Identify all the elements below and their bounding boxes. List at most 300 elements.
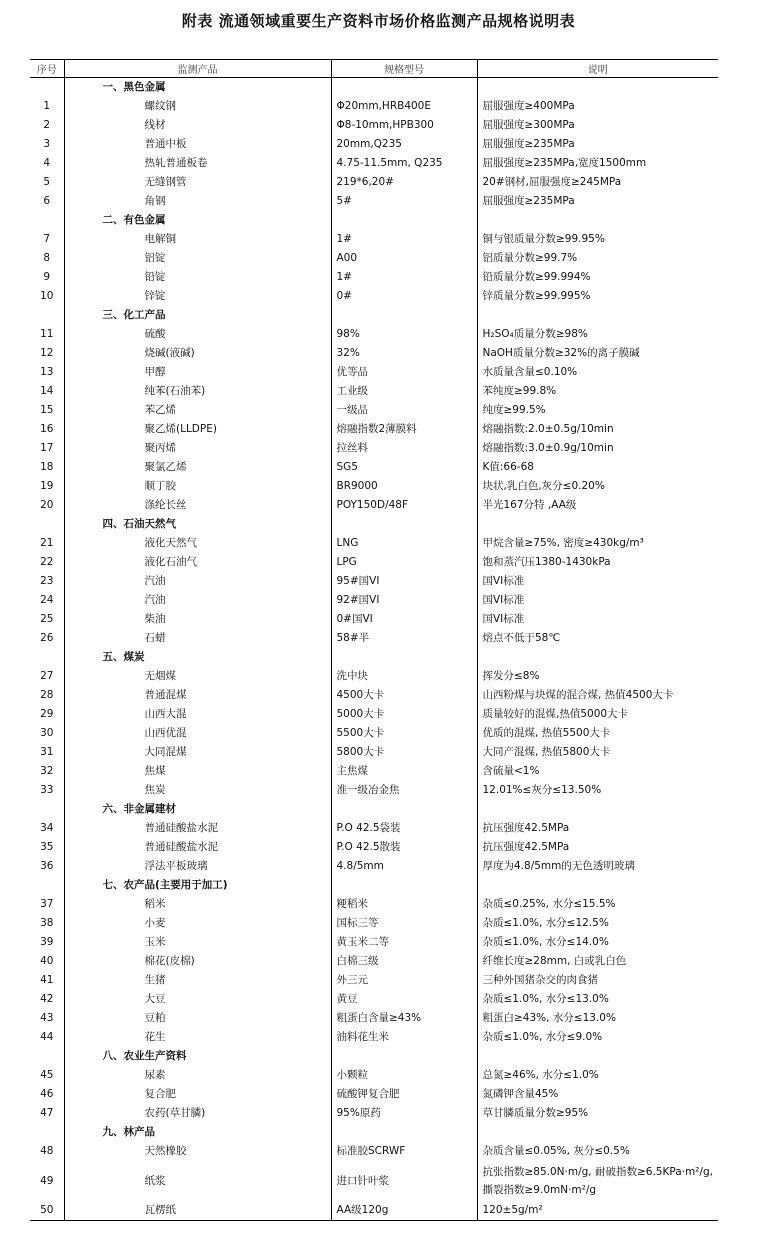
description: 铝质量分数≥99.7% xyxy=(477,249,718,268)
table-row xyxy=(30,705,718,724)
product-name: 柴油 xyxy=(64,610,331,629)
row-number: 28 xyxy=(40,689,54,701)
description: 熔融指数:2.0±0.5g/10min xyxy=(477,420,718,439)
spec-model: 1# xyxy=(331,230,477,249)
spec-model: 5800大卡 xyxy=(331,743,477,762)
product-name: 农药(草甘膦) xyxy=(64,1104,331,1123)
product-name: 甲醇 xyxy=(64,363,331,382)
row-number: 8 xyxy=(43,252,51,264)
spec-model: 4.8/5mm xyxy=(331,857,477,876)
spec-model: Φ8-10mm,HPB300 xyxy=(331,116,477,135)
row-number: 40 xyxy=(40,955,54,967)
spec-model: 拉丝料 xyxy=(331,439,477,458)
row-number: 17 xyxy=(40,442,54,454)
row-number: 15 xyxy=(40,404,54,416)
row-number: 30 xyxy=(40,727,54,739)
row-number: 29 xyxy=(40,708,54,720)
product-name: 普通硅酸盐水泥 xyxy=(64,838,331,857)
table-row xyxy=(30,173,718,192)
table-row xyxy=(30,1104,718,1123)
category-spec-cell xyxy=(331,648,477,667)
description: 屈服强度≥235MPa,宽度1500mm xyxy=(477,154,718,173)
description: 质量较好的混煤,热值5000大卡 xyxy=(477,705,718,724)
table-row xyxy=(30,914,718,933)
table-row xyxy=(30,1142,718,1161)
product-name: 苯乙烯 xyxy=(64,401,331,420)
spec-model: 219*6,20# xyxy=(331,173,477,192)
spec-model: 32% xyxy=(331,344,477,363)
category-row xyxy=(30,78,718,98)
category-name: 三、化工产品 xyxy=(64,306,331,325)
table-row xyxy=(30,496,718,515)
header-product: 监测产品 xyxy=(64,60,331,78)
spec-model: 一级品 xyxy=(331,401,477,420)
category-number-cell xyxy=(30,876,64,895)
spec-model: LNG xyxy=(331,534,477,553)
description: 锌质量分数≥99.995% xyxy=(477,287,718,306)
product-name: 山西优混 xyxy=(64,724,331,743)
table-row xyxy=(30,401,718,420)
description: H₂SO₄质量分数≥98% xyxy=(477,325,718,344)
description: 屈服强度≥300MPa xyxy=(477,116,718,135)
product-name: 涤纶长丝 xyxy=(64,496,331,515)
description: 优质的混煤, 热值5500大卡 xyxy=(477,724,718,743)
product-name: 热轧普通板卷 xyxy=(64,154,331,173)
table-row xyxy=(30,762,718,781)
description: 屈服强度≥235MPa xyxy=(477,192,718,211)
row-number: 38 xyxy=(40,917,54,929)
spec-model: 58#半 xyxy=(331,629,477,648)
spec-model: 92#国VI xyxy=(331,591,477,610)
spec-model: 外三元 xyxy=(331,971,477,990)
row-number: 49 xyxy=(40,1175,54,1187)
table-row xyxy=(30,325,718,344)
description: 水质量含量≤0.10% xyxy=(477,363,718,382)
row-number: 37 xyxy=(40,898,54,910)
description: 挥发分≤8% xyxy=(477,667,718,686)
product-name: 角钢 xyxy=(64,192,331,211)
table-row xyxy=(30,686,718,705)
description: 厚度为4.8/5mm的无色透明玻璃 xyxy=(477,857,718,876)
description: 20#钢材,屈服强度≥245MPa xyxy=(477,173,718,192)
description: 总氮≥46%, 水分≤1.0% xyxy=(477,1066,718,1085)
product-name: 聚乙烯(LLDPE) xyxy=(64,420,331,439)
category-number-cell xyxy=(30,1047,64,1066)
table-row xyxy=(30,572,718,591)
category-row xyxy=(30,306,718,325)
row-number: 6 xyxy=(43,195,51,207)
table-row xyxy=(30,154,718,173)
spec-model: AA级120g xyxy=(331,1201,477,1221)
category-name: 一、黑色金属 xyxy=(64,78,331,98)
spec-model: 小颗粒 xyxy=(331,1066,477,1085)
table-row xyxy=(30,553,718,572)
product-name: 铅锭 xyxy=(64,268,331,287)
product-name: 聚丙烯 xyxy=(64,439,331,458)
table-row xyxy=(30,477,718,496)
row-number: 20 xyxy=(40,499,54,511)
category-row xyxy=(30,1047,718,1066)
row-number: 23 xyxy=(40,575,54,587)
product-name: 花生 xyxy=(64,1028,331,1047)
category-number-cell xyxy=(30,211,64,230)
category-row xyxy=(30,515,718,534)
description: 杂质含量≤0.05%, 灰分≤0.5% xyxy=(477,1142,718,1161)
table-row xyxy=(30,268,718,287)
spec-model: 标准胶SCRWF xyxy=(331,1142,477,1161)
product-name: 纯苯(石油苯) xyxy=(64,382,331,401)
spec-model: 黄豆 xyxy=(331,990,477,1009)
table-row xyxy=(30,629,718,648)
category-spec-cell xyxy=(331,1047,477,1066)
row-number: 34 xyxy=(40,822,54,834)
product-name: 线材 xyxy=(64,116,331,135)
description: 熔融指数:3.0±0.9g/10min xyxy=(477,439,718,458)
description: 铜与银质量分数≥99.95% xyxy=(477,230,718,249)
product-name: 普通硅酸盐水泥 xyxy=(64,819,331,838)
table-row xyxy=(30,344,718,363)
description: NaOH质量分数≥32%的离子膜碱 xyxy=(477,344,718,363)
row-number: 27 xyxy=(40,670,54,682)
spec-model: P.O 42.5散装 xyxy=(331,838,477,857)
category-row xyxy=(30,1123,718,1142)
spec-table xyxy=(30,59,718,1221)
table-row xyxy=(30,363,718,382)
category-spec-cell xyxy=(331,306,477,325)
row-number: 11 xyxy=(40,328,54,340)
product-name: 纸浆 xyxy=(64,1161,331,1201)
category-spec-cell xyxy=(331,876,477,895)
table-row xyxy=(30,1085,718,1104)
spec-model: 4.75-11.5mm, Q235 xyxy=(331,154,477,173)
table-row xyxy=(30,439,718,458)
category-spec-cell xyxy=(331,78,477,98)
table-row xyxy=(30,781,718,800)
product-name: 顺丁胶 xyxy=(64,477,331,496)
description: 12.01%≤灰分≤13.50% xyxy=(477,781,718,800)
description: 杂质≤1.0%, 水分≤12.5% xyxy=(477,914,718,933)
table-row xyxy=(30,135,718,154)
product-name: 稻米 xyxy=(64,895,331,914)
row-number: 9 xyxy=(43,271,51,283)
row-number: 21 xyxy=(40,537,54,549)
row-number: 5 xyxy=(43,176,51,188)
table-row xyxy=(30,990,718,1009)
description: 铅质量分数≥99.994% xyxy=(477,268,718,287)
spec-model: 国标三等 xyxy=(331,914,477,933)
category-number-cell xyxy=(30,1123,64,1142)
product-name: 螺纹钢 xyxy=(64,97,331,116)
row-number: 12 xyxy=(40,347,54,359)
category-row xyxy=(30,800,718,819)
spec-model: 硫酸钾复合肥 xyxy=(331,1085,477,1104)
row-number: 44 xyxy=(40,1031,54,1043)
category-number-cell xyxy=(30,515,64,534)
row-number: 45 xyxy=(40,1069,54,1081)
table-row xyxy=(30,819,718,838)
product-name: 山西大混 xyxy=(64,705,331,724)
spec-model: LPG xyxy=(331,553,477,572)
spec-model: POY150D/48F xyxy=(331,496,477,515)
product-name: 聚氯乙烯 xyxy=(64,458,331,477)
product-name: 生猪 xyxy=(64,971,331,990)
description: 氮磷钾含量45% xyxy=(477,1085,718,1104)
spec-model: SG5 xyxy=(331,458,477,477)
description: 屈服强度≥400MPa xyxy=(477,97,718,116)
category-name: 七、农产品(主要用于加工) xyxy=(64,876,331,895)
description: 熔点不低于58℃ xyxy=(477,629,718,648)
header-number: 序号 xyxy=(30,60,64,78)
spec-model: 油料花生米 xyxy=(331,1028,477,1047)
description: 山西粉煤与块煤的混合煤, 热值4500大卡 xyxy=(477,686,718,705)
spec-model: 95%原药 xyxy=(331,1104,477,1123)
product-name: 电解铜 xyxy=(64,230,331,249)
category-desc-cell xyxy=(477,306,718,325)
category-spec-cell xyxy=(331,1123,477,1142)
spec-model: 主焦煤 xyxy=(331,762,477,781)
description: 抗张指数≥85.0N·m/g, 耐破指数≥6.5KPa·m²/g, 撕裂指数≥9.0mN·m²/g xyxy=(477,1161,718,1201)
category-desc-cell xyxy=(477,78,718,98)
description: 草甘膦质量分数≥95% xyxy=(477,1104,718,1123)
product-name: 无烟煤 xyxy=(64,667,331,686)
row-number: 1 xyxy=(43,100,51,112)
description: 屈服强度≥235MPa xyxy=(477,135,718,154)
category-number-cell xyxy=(30,78,64,98)
table-row xyxy=(30,192,718,211)
spec-model: BR9000 xyxy=(331,477,477,496)
spec-model: 0# xyxy=(331,287,477,306)
product-name: 尿素 xyxy=(64,1066,331,1085)
category-desc-cell xyxy=(477,515,718,534)
table-row xyxy=(30,591,718,610)
row-number: 3 xyxy=(43,138,51,150)
spec-model: 黄玉米二等 xyxy=(331,933,477,952)
row-number: 13 xyxy=(40,366,54,378)
description: 国VI标准 xyxy=(477,610,718,629)
product-name: 浮法平板玻璃 xyxy=(64,857,331,876)
row-number: 26 xyxy=(40,632,54,644)
product-name: 复合肥 xyxy=(64,1085,331,1104)
description: K值:66-68 xyxy=(477,458,718,477)
spec-model: 20mm,Q235 xyxy=(331,135,477,154)
spec-model: 95#国VI xyxy=(331,572,477,591)
spec-model: 5# xyxy=(331,192,477,211)
row-number: 2 xyxy=(43,119,51,131)
row-number: 41 xyxy=(40,974,54,986)
product-name: 天然橡胶 xyxy=(64,1142,331,1161)
row-number: 7 xyxy=(43,233,51,245)
row-number: 22 xyxy=(40,556,54,568)
table-row xyxy=(30,971,718,990)
spec-model: 粳稻米 xyxy=(331,895,477,914)
category-row xyxy=(30,211,718,230)
category-row xyxy=(30,648,718,667)
row-number: 50 xyxy=(30,1201,64,1221)
description: 含硫量<1% xyxy=(477,762,718,781)
category-number-cell xyxy=(30,306,64,325)
category-name: 二、有色金属 xyxy=(64,211,331,230)
category-number-cell xyxy=(30,800,64,819)
header-description: 说明 xyxy=(477,60,718,78)
product-name: 棉花(皮棉) xyxy=(64,952,331,971)
row-number: 14 xyxy=(40,385,54,397)
product-name: 豆粕 xyxy=(64,1009,331,1028)
table-row xyxy=(30,857,718,876)
product-name: 瓦楞纸 xyxy=(64,1201,331,1221)
category-desc-cell xyxy=(477,211,718,230)
product-name: 铝锭 xyxy=(64,249,331,268)
description: 杂质≤1.0%, 水分≤14.0% xyxy=(477,933,718,952)
description: 半光167分特 ,AA级 xyxy=(477,496,718,515)
table-row xyxy=(30,895,718,914)
table-row xyxy=(30,724,718,743)
row-number: 25 xyxy=(40,613,54,625)
description: 苯纯度≥99.8% xyxy=(477,382,718,401)
product-name: 无缝钢管 xyxy=(64,173,331,192)
category-row xyxy=(30,876,718,895)
spec-model: 洗中块 xyxy=(331,667,477,686)
product-name: 普通混煤 xyxy=(64,686,331,705)
row-number: 33 xyxy=(40,784,54,796)
category-desc-cell xyxy=(477,648,718,667)
row-number: 43 xyxy=(40,1012,54,1024)
description: 饱和蒸汽压1380-1430kPa xyxy=(477,553,718,572)
table-row xyxy=(30,838,718,857)
category-desc-cell xyxy=(477,1123,718,1142)
row-number: 36 xyxy=(40,860,54,872)
spec-model: 98% xyxy=(331,325,477,344)
row-number: 10 xyxy=(40,290,54,302)
row-number: 31 xyxy=(40,746,54,758)
product-name: 汽油 xyxy=(64,572,331,591)
page-title: 附表 流通领域重要生产资料市场价格监测产品规格说明表 xyxy=(181,12,576,30)
category-name: 八、农业生产资料 xyxy=(64,1047,331,1066)
description: 国VI标准 xyxy=(477,591,718,610)
table-row xyxy=(30,667,718,686)
category-spec-cell xyxy=(331,800,477,819)
spec-model: 进口针叶浆 xyxy=(331,1161,477,1201)
description: 杂质≤0.25%, 水分≤15.5% xyxy=(477,895,718,914)
description: 杂质≤1.0%, 水分≤9.0% xyxy=(477,1028,718,1047)
table-row xyxy=(30,952,718,971)
row-number: 4 xyxy=(43,157,51,169)
row-number: 16 xyxy=(40,423,54,435)
table-header-row xyxy=(30,60,718,78)
spec-model: P.O 42.5袋装 xyxy=(331,819,477,838)
description: 抗压强度42.5MPa xyxy=(477,819,718,838)
table-row xyxy=(30,458,718,477)
category-name: 五、煤炭 xyxy=(64,648,331,667)
product-name: 烧碱(液碱) xyxy=(64,344,331,363)
table-body xyxy=(30,78,718,1221)
description: 甲烷含量≥75%, 密度≥430kg/m³ xyxy=(477,534,718,553)
product-name: 普通中板 xyxy=(64,135,331,154)
header-spec: 规格型号 xyxy=(331,60,477,78)
table-row xyxy=(30,420,718,439)
row-number: 24 xyxy=(40,594,54,606)
spec-model: 1# xyxy=(331,268,477,287)
table-row xyxy=(30,97,718,116)
table-row xyxy=(30,230,718,249)
spec-model: A00 xyxy=(331,249,477,268)
spec-model: Φ20mm,HRB400E xyxy=(331,97,477,116)
description: 纤维长度≥28mm, 白或乳白色 xyxy=(477,952,718,971)
table-row xyxy=(30,1201,718,1221)
description: 国VI标准 xyxy=(477,572,718,591)
product-name: 液化石油气 xyxy=(64,553,331,572)
description: 120±5g/m² xyxy=(477,1201,718,1221)
spec-model: 优等品 xyxy=(331,363,477,382)
spec-model: 0#国VI xyxy=(331,610,477,629)
row-number: 48 xyxy=(40,1145,54,1157)
row-number: 42 xyxy=(40,993,54,1005)
product-name: 石蜡 xyxy=(64,629,331,648)
table-row xyxy=(30,534,718,553)
product-name: 玉米 xyxy=(64,933,331,952)
row-number: 35 xyxy=(40,841,54,853)
category-name: 四、石油天然气 xyxy=(64,515,331,534)
category-number-cell xyxy=(30,648,64,667)
table-row xyxy=(30,287,718,306)
product-name: 大豆 xyxy=(64,990,331,1009)
category-spec-cell xyxy=(331,211,477,230)
row-number: 39 xyxy=(40,936,54,948)
spec-model: 5000大卡 xyxy=(331,705,477,724)
category-name: 九、林产品 xyxy=(64,1123,331,1142)
row-number: 18 xyxy=(40,461,54,473)
spec-model: 熔融指数2薄膜料 xyxy=(331,420,477,439)
spec-model: 准一级冶金焦 xyxy=(331,781,477,800)
spec-model: 白棉三级 xyxy=(331,952,477,971)
product-name: 硫酸 xyxy=(64,325,331,344)
product-name: 汽油 xyxy=(64,591,331,610)
table-row xyxy=(30,610,718,629)
product-name: 焦煤 xyxy=(64,762,331,781)
description: 三种外国猪杂交的肉食猪 xyxy=(477,971,718,990)
spec-model: 粗蛋白含量≥43% xyxy=(331,1009,477,1028)
table-row xyxy=(30,382,718,401)
table-row xyxy=(30,116,718,135)
table-row xyxy=(30,1066,718,1085)
category-desc-cell xyxy=(477,800,718,819)
table-row xyxy=(30,1009,718,1028)
row-number: 19 xyxy=(40,480,54,492)
description: 纯度≥99.5% xyxy=(477,401,718,420)
spec-model: 工业级 xyxy=(331,382,477,401)
row-number: 46 xyxy=(40,1088,54,1100)
table-row xyxy=(30,933,718,952)
product-name: 大同混煤 xyxy=(64,743,331,762)
table-row xyxy=(30,743,718,762)
description: 抗压强度42.5MPa xyxy=(477,838,718,857)
category-desc-cell xyxy=(477,876,718,895)
table-row xyxy=(30,1161,718,1201)
description: 杂质≤1.0%, 水分≤13.0% xyxy=(477,990,718,1009)
row-number: 32 xyxy=(40,765,54,777)
product-name: 小麦 xyxy=(64,914,331,933)
category-spec-cell xyxy=(331,515,477,534)
description: 大同产混煤, 热值5800大卡 xyxy=(477,743,718,762)
product-name: 焦炭 xyxy=(64,781,331,800)
product-name: 锌锭 xyxy=(64,287,331,306)
row-number: 47 xyxy=(40,1107,54,1119)
category-desc-cell xyxy=(477,1047,718,1066)
table-row xyxy=(30,1028,718,1047)
description: 粗蛋白≥43%, 水分≤13.0% xyxy=(477,1009,718,1028)
category-name: 六、非金属建材 xyxy=(64,800,331,819)
description: 块状,乳白色,灰分≤0.20% xyxy=(477,477,718,496)
spec-model: 5500大卡 xyxy=(331,724,477,743)
